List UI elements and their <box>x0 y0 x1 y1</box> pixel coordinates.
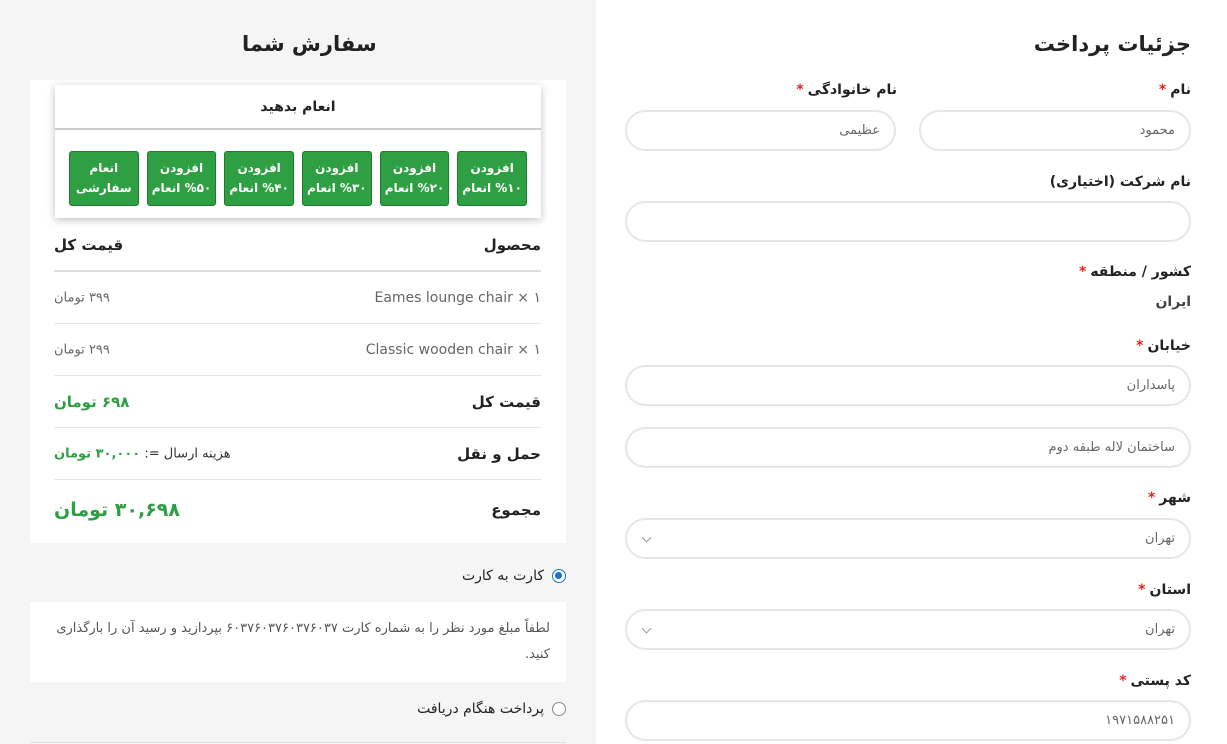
payment-option-cod[interactable] <box>417 697 566 721</box>
postcode-input[interactable] <box>625 700 1191 741</box>
item-qty: × ۱ <box>517 289 541 306</box>
street2-input[interactable] <box>625 427 1191 468</box>
city-value: تهران <box>1145 531 1175 546</box>
payment-description: لطفاً مبلغ مورد نظر را به شماره کارت ۶۰۳۷۶۰۳۷۶۰۳۷۶۰۳۷ بپردازید و رسید آن را بارگذاری کنید. <box>30 602 566 682</box>
state-label-text: استان <box>1149 582 1191 598</box>
payment-option-card-label: کارت به کارت <box>461 568 544 584</box>
first-name-value: محمود <box>1139 123 1175 138</box>
first-name-label <box>1159 82 1191 98</box>
subtotal-label: قیمت کل <box>471 392 541 411</box>
street-input[interactable] <box>625 365 1191 406</box>
chevron-down-icon <box>642 623 652 633</box>
street2-value: ساختمان لاله طبقه دوم <box>1048 440 1175 455</box>
header-total: قیمت کل <box>54 236 124 254</box>
item-qty: × ۱ <box>517 341 541 358</box>
payment-option-card[interactable] <box>462 564 566 588</box>
company-label-text: نام شرکت (اختیاری) <box>1049 174 1191 190</box>
item-price: ۳۹۹ تومان <box>54 290 110 305</box>
shipping-label: حمل و نقل <box>457 444 541 463</box>
required-mark: * <box>1136 338 1144 354</box>
postcode-label <box>1119 673 1191 689</box>
required-mark: * <box>1138 582 1146 598</box>
first-name-label-text: نام <box>1170 82 1191 98</box>
city-label-text: شهر <box>1159 490 1191 506</box>
tip-30-button[interactable]: افزودن %۳۰ انعام <box>302 151 372 206</box>
total-value: ۳۰,۶۹۸ تومان <box>54 499 180 521</box>
tip-buttons <box>69 151 527 206</box>
postcode-label-text: کد پستی <box>1130 673 1191 689</box>
order-table-header <box>54 220 541 272</box>
shipping-text: هزینه ارسال =: <box>144 446 231 461</box>
header-product: محصول <box>483 236 541 254</box>
required-mark: * <box>796 82 804 98</box>
state-value: تهران <box>1145 622 1175 637</box>
order-title: سفارش شما <box>242 32 377 56</box>
total-label: مجموع <box>491 501 541 519</box>
billing-details <box>595 0 1227 744</box>
tip-10-button[interactable]: افزودن %۱۰ انعام <box>457 151 527 206</box>
subtotal-row <box>54 376 541 428</box>
last-name-label-text: نام خانوادگی <box>807 82 897 98</box>
tip-title: انعام بدهید <box>55 85 541 130</box>
divider <box>30 742 566 743</box>
street-label <box>1136 338 1191 354</box>
item-name-text: Eames lounge chair <box>374 289 513 306</box>
table-row <box>54 324 541 376</box>
chevron-down-icon <box>642 532 652 542</box>
country-value: ایران <box>1155 294 1191 310</box>
item-name <box>366 342 541 358</box>
street-value: پاسداران <box>1126 378 1175 393</box>
required-mark: * <box>1078 264 1087 280</box>
item-name <box>374 290 541 306</box>
tip-40-button[interactable]: افزودن %۴۰ انعام <box>224 151 294 206</box>
last-name-label <box>796 82 897 98</box>
country-label-text: کشور / منطقه <box>1090 264 1191 280</box>
required-mark: * <box>1158 82 1167 98</box>
table-row <box>54 272 541 324</box>
payment-option-cod-label: پرداخت هنگام دریافت <box>417 701 544 717</box>
postcode-value: ۱۹۷۱۵۸۸۲۵۱ <box>1105 713 1175 728</box>
country-label <box>1079 264 1191 280</box>
item-name-text: Classic wooden chair <box>365 341 513 358</box>
tip-50-button[interactable]: افزودن %۵۰ انعام <box>147 151 217 206</box>
tip-box <box>55 85 541 218</box>
company-label <box>1050 174 1191 190</box>
billing-title: جزئیات پرداخت <box>1033 32 1191 56</box>
shipping-value: ۳۰,۰۰۰ تومان <box>54 446 141 461</box>
required-mark: * <box>1147 490 1156 506</box>
radio-unselected-icon[interactable] <box>552 702 566 716</box>
last-name-input[interactable] <box>625 110 896 151</box>
subtotal-value: ۶۹۸ تومان <box>54 392 130 411</box>
first-name-input[interactable] <box>919 110 1191 151</box>
tip-custom-button[interactable]: انعام سفارشی <box>69 151 139 206</box>
last-name-value: عظیمی <box>839 123 880 138</box>
company-input[interactable] <box>625 201 1191 242</box>
radio-selected-icon[interactable] <box>552 569 566 583</box>
shipping-row <box>54 428 541 480</box>
city-label <box>1148 490 1191 506</box>
order-review <box>0 0 596 744</box>
item-price: ۲۹۹ تومان <box>54 342 110 357</box>
street-label-text: خیابان <box>1147 338 1191 354</box>
city-select[interactable] <box>625 518 1191 559</box>
state-label <box>1138 582 1191 598</box>
tip-20-button[interactable]: افزودن %۲۰ انعام <box>380 151 450 206</box>
state-select[interactable] <box>625 609 1191 650</box>
total-row <box>54 480 541 540</box>
shipping-info <box>54 446 231 461</box>
required-mark: * <box>1119 673 1127 689</box>
